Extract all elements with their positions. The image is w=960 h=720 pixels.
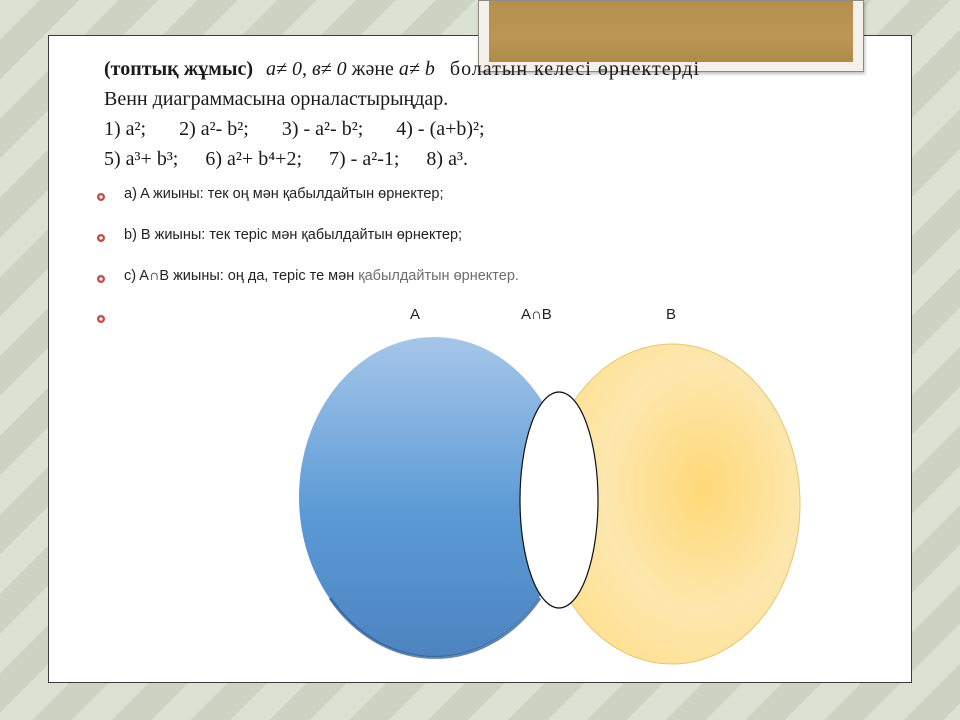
and-word: және xyxy=(351,58,394,80)
photo-image xyxy=(489,1,853,62)
expressions-line-1 xyxy=(104,114,904,144)
condition-c: a≠ b xyxy=(398,58,435,80)
expression-4: 4) - (a+b)²; xyxy=(396,118,485,140)
bullet-text-c-main: c) A∩B жиыны: оң да, теріс те мән xyxy=(124,268,359,284)
bullet-text-c xyxy=(124,268,519,284)
venn-label-intersection: A∩B xyxy=(521,306,552,323)
bullet-text-c-faded: қабылдайтын өрнектер. xyxy=(358,268,519,284)
task-line-1 xyxy=(104,54,904,84)
expressions-line-2 xyxy=(104,144,904,174)
condition-a: a≠ 0 xyxy=(265,58,302,80)
bullet-icon xyxy=(96,233,106,243)
venn-label-b: B xyxy=(666,306,677,323)
expression-3: 3) - a²- b²; xyxy=(281,118,364,140)
bullet-icon xyxy=(96,314,106,324)
expression-7: 7) - a²-1; xyxy=(329,148,400,170)
task-title: (топтық жұмыс) xyxy=(104,58,253,80)
expression-1: 1) a²; xyxy=(104,118,147,140)
expression-6: 6) a²+ b⁴+2; xyxy=(205,148,302,170)
venn-diagram xyxy=(290,330,810,670)
condition-b: в≠ 0 xyxy=(311,58,347,80)
task-line-2: Венн диаграммасына орналастырыңдар. xyxy=(104,88,449,110)
bullet-icon xyxy=(96,192,106,202)
expression-8: 8) a³. xyxy=(426,148,468,170)
venn-label-a: A xyxy=(410,306,421,323)
bullet-icon xyxy=(96,274,106,284)
bullet-text-b: b) B жиыны: тек теріс мән қабылдайтын өрнектер; xyxy=(124,227,463,243)
intersection-region xyxy=(520,392,598,608)
expression-5: 5) a³+ b³; xyxy=(104,148,179,170)
bullet-text-a: a) A жиыны: тек оң мән қабылдайтын өрнектер; xyxy=(124,186,444,202)
task-block xyxy=(104,54,904,174)
comma: , xyxy=(301,58,307,80)
task-line-1-rest: болатын келесі өрнектерді xyxy=(449,58,701,80)
expression-2: 2) a²- b²; xyxy=(179,118,249,140)
